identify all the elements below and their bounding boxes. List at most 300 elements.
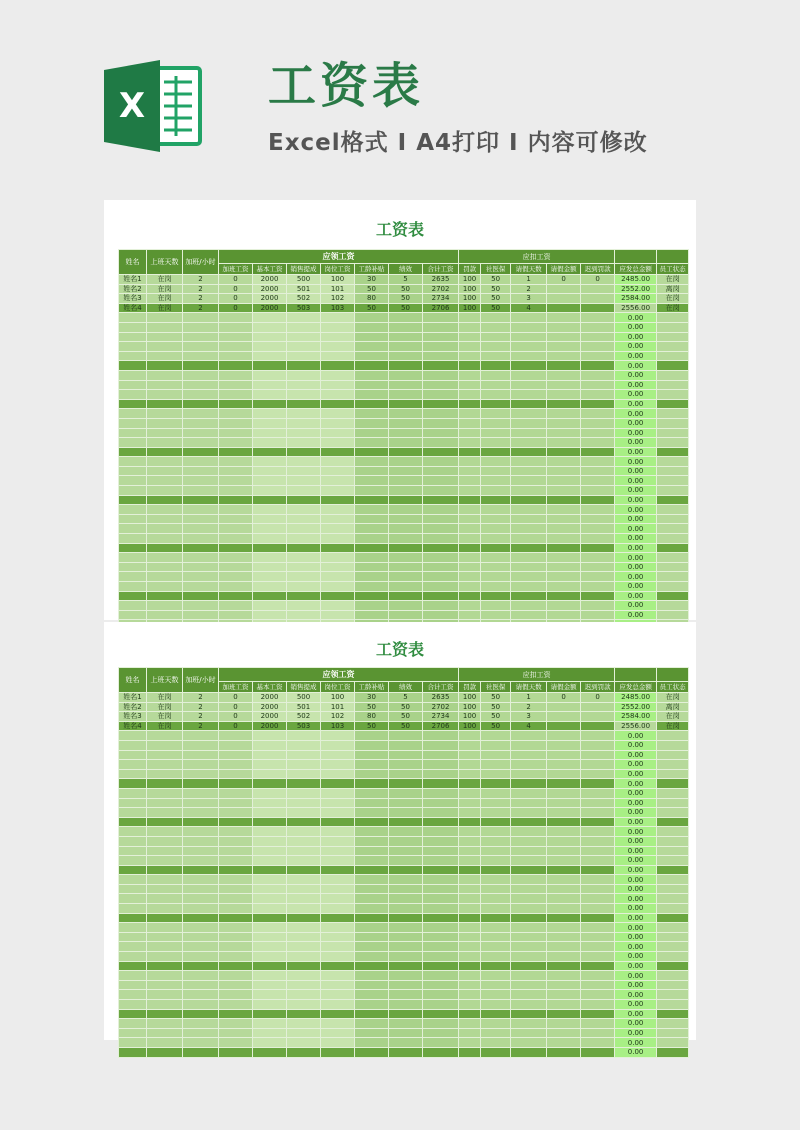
table-cell[interactable] [389,836,423,846]
table-cell[interactable] [321,1028,355,1038]
table-cell[interactable] [389,750,423,760]
table-cell[interactable] [119,313,147,323]
table-cell[interactable] [459,1038,481,1048]
table-cell[interactable] [581,524,615,534]
table-cell[interactable]: 103 [321,303,355,313]
table-cell[interactable]: 2000 [253,721,287,731]
table-cell[interactable] [581,322,615,332]
table-cell[interactable] [547,961,581,971]
table-cell[interactable] [511,788,547,798]
table-cell[interactable] [321,961,355,971]
table-cell[interactable] [423,447,459,457]
table-cell[interactable] [657,846,689,856]
table-cell[interactable] [459,961,481,971]
table-cell[interactable]: 50 [355,721,389,731]
table-cell[interactable] [287,788,321,798]
table-cell[interactable]: 50 [481,303,511,313]
table-cell[interactable] [581,961,615,971]
table-cell[interactable] [459,952,481,962]
table-cell[interactable] [657,798,689,808]
table-cell[interactable] [147,942,183,952]
table-cell[interactable] [253,572,287,582]
table-cell[interactable] [511,476,547,486]
table-cell[interactable] [547,1028,581,1038]
table-cell[interactable]: 在岗 [657,303,689,313]
table-cell[interactable] [423,610,459,620]
table-cell[interactable] [581,932,615,942]
table-cell[interactable] [287,322,321,332]
table-cell[interactable] [183,466,219,476]
total-due-cell[interactable]: 0.00 [615,1009,657,1019]
table-cell[interactable] [147,740,183,750]
table-cell[interactable] [119,466,147,476]
table-cell[interactable] [581,332,615,342]
table-cell[interactable] [389,572,423,582]
table-cell[interactable] [459,760,481,770]
total-due-cell[interactable]: 0.00 [615,447,657,457]
table-cell[interactable] [547,438,581,448]
table-cell[interactable] [287,361,321,371]
table-cell[interactable] [147,884,183,894]
table-cell[interactable] [147,438,183,448]
table-cell[interactable] [511,740,547,750]
table-cell[interactable]: 50 [481,284,511,294]
table-cell[interactable] [147,932,183,942]
table-cell[interactable] [511,370,547,380]
table-cell[interactable] [511,322,547,332]
table-cell[interactable] [119,457,147,467]
table-cell[interactable] [511,428,547,438]
total-due-cell[interactable]: 0.00 [615,923,657,933]
table-cell[interactable] [547,390,581,400]
table-cell[interactable] [481,731,511,741]
table-cell[interactable] [287,894,321,904]
table-cell[interactable] [253,447,287,457]
table-cell[interactable] [481,572,511,582]
table-cell[interactable] [581,505,615,515]
table-cell[interactable]: 0 [219,275,253,285]
table-cell[interactable] [355,769,389,779]
table-cell[interactable] [183,418,219,428]
table-cell[interactable] [321,610,355,620]
total-due-cell[interactable]: 0.00 [615,1000,657,1010]
table-cell[interactable] [183,827,219,837]
total-due-cell[interactable]: 0.00 [615,779,657,789]
table-cell[interactable] [581,913,615,923]
table-cell[interactable] [481,788,511,798]
table-cell[interactable] [287,601,321,611]
table-cell[interactable] [287,980,321,990]
table-cell[interactable] [511,553,547,563]
table-cell[interactable] [481,495,511,505]
table-cell[interactable]: 50 [389,294,423,304]
table-cell[interactable] [481,1047,511,1057]
table-cell[interactable] [423,980,459,990]
table-cell[interactable] [459,553,481,563]
table-cell[interactable]: 在岗 [147,275,183,285]
table-cell[interactable] [219,1000,253,1010]
table-cell[interactable] [355,332,389,342]
table-cell[interactable]: 0 [219,693,253,703]
table-cell[interactable] [183,486,219,496]
table-cell[interactable] [253,428,287,438]
table-cell[interactable] [321,1047,355,1057]
table-cell[interactable] [481,836,511,846]
table-cell[interactable] [253,582,287,592]
table-cell[interactable] [423,904,459,914]
table-cell[interactable] [459,591,481,601]
table-cell[interactable] [119,913,147,923]
table-cell[interactable] [355,942,389,952]
table-cell[interactable] [287,390,321,400]
table-cell[interactable]: 100 [459,712,481,722]
table-cell[interactable] [219,332,253,342]
table-cell[interactable] [321,932,355,942]
table-cell[interactable] [547,884,581,894]
table-cell[interactable] [547,875,581,885]
table-cell[interactable] [119,760,147,770]
table-cell[interactable] [355,1009,389,1019]
table-cell[interactable] [355,313,389,323]
total-due-cell[interactable]: 0.00 [615,846,657,856]
table-cell[interactable] [389,486,423,496]
table-cell[interactable] [581,572,615,582]
table-cell[interactable] [183,1019,219,1029]
table-cell[interactable] [657,952,689,962]
table-cell[interactable] [481,971,511,981]
table-cell[interactable] [219,961,253,971]
table-cell[interactable] [183,904,219,914]
total-due-cell[interactable]: 0.00 [615,495,657,505]
table-cell[interactable] [511,971,547,981]
table-cell[interactable]: 101 [321,284,355,294]
table-cell[interactable] [147,553,183,563]
table-cell[interactable] [511,932,547,942]
table-cell[interactable] [423,572,459,582]
table-cell[interactable] [253,1028,287,1038]
table-cell[interactable] [481,601,511,611]
table-cell[interactable] [511,332,547,342]
table-cell[interactable] [481,904,511,914]
table-cell[interactable] [459,836,481,846]
table-cell[interactable] [119,380,147,390]
table-cell[interactable] [389,495,423,505]
table-cell[interactable] [219,875,253,885]
table-cell[interactable] [581,923,615,933]
table-cell[interactable] [253,913,287,923]
table-cell[interactable] [547,342,581,352]
table-cell[interactable]: 2706 [423,303,459,313]
table-cell[interactable] [355,817,389,827]
table-cell[interactable] [511,582,547,592]
table-cell[interactable] [581,971,615,981]
table-cell[interactable] [287,1047,321,1057]
table-cell[interactable] [511,438,547,448]
table-cell[interactable] [119,1028,147,1038]
table-cell[interactable] [547,351,581,361]
table-cell[interactable] [287,1000,321,1010]
table-cell[interactable] [355,399,389,409]
table-cell[interactable] [119,952,147,962]
table-cell[interactable] [119,884,147,894]
table-cell[interactable] [481,856,511,866]
table-cell[interactable] [219,971,253,981]
table-cell[interactable] [287,505,321,515]
table-cell[interactable] [183,760,219,770]
table-cell[interactable] [119,788,147,798]
table-cell[interactable] [423,466,459,476]
table-cell[interactable] [219,856,253,866]
table-cell[interactable] [119,1009,147,1019]
total-due-cell[interactable]: 0.00 [615,798,657,808]
table-cell[interactable] [355,913,389,923]
table-cell[interactable] [481,418,511,428]
table-cell[interactable] [389,1000,423,1010]
table-cell[interactable] [481,562,511,572]
table-cell[interactable] [389,514,423,524]
table-cell[interactable] [481,1000,511,1010]
table-cell[interactable] [481,932,511,942]
table-cell[interactable] [581,990,615,1000]
table-cell[interactable] [389,980,423,990]
table-cell[interactable] [355,884,389,894]
total-due-cell[interactable]: 2485.00 [615,693,657,703]
table-cell[interactable] [423,884,459,894]
table-cell[interactable] [511,980,547,990]
table-cell[interactable] [511,827,547,837]
table-cell[interactable] [287,817,321,827]
table-cell[interactable] [511,1000,547,1010]
table-cell[interactable] [481,923,511,933]
table-cell[interactable] [183,788,219,798]
table-cell[interactable] [253,865,287,875]
table-cell[interactable] [147,495,183,505]
table-cell[interactable] [183,582,219,592]
table-cell[interactable] [321,846,355,856]
total-due-cell[interactable]: 2556.00 [615,721,657,731]
table-cell[interactable] [219,553,253,563]
table-cell[interactable] [581,817,615,827]
table-cell[interactable] [581,294,615,304]
table-cell[interactable] [355,553,389,563]
table-cell[interactable] [355,342,389,352]
table-cell[interactable]: 501 [287,702,321,712]
table-cell[interactable] [219,731,253,741]
table-cell[interactable] [423,591,459,601]
table-cell[interactable] [253,380,287,390]
total-due-cell[interactable]: 0.00 [615,961,657,971]
table-cell[interactable] [459,601,481,611]
table-cell[interactable] [321,601,355,611]
table-cell[interactable] [355,524,389,534]
table-cell[interactable] [459,543,481,553]
table-cell[interactable] [219,313,253,323]
table-cell[interactable]: 2635 [423,693,459,703]
table-cell[interactable] [183,553,219,563]
total-due-cell[interactable]: 0.00 [615,913,657,923]
table-cell[interactable] [119,904,147,914]
table-cell[interactable] [459,457,481,467]
table-cell[interactable] [547,505,581,515]
table-cell[interactable] [459,808,481,818]
table-cell[interactable] [147,514,183,524]
table-cell[interactable] [147,865,183,875]
table-cell[interactable] [355,798,389,808]
table-cell[interactable]: 100 [459,303,481,313]
table-cell[interactable] [547,409,581,419]
table-cell[interactable] [355,361,389,371]
table-cell[interactable] [657,942,689,952]
table-cell[interactable] [389,351,423,361]
table-cell[interactable] [389,923,423,933]
table-cell[interactable]: 2000 [253,303,287,313]
table-cell[interactable] [253,351,287,361]
table-cell[interactable] [147,486,183,496]
table-cell[interactable] [355,591,389,601]
table-cell[interactable] [511,409,547,419]
table-cell[interactable] [355,390,389,400]
table-cell[interactable] [183,524,219,534]
table-cell[interactable] [459,409,481,419]
table-cell[interactable] [183,750,219,760]
total-due-cell[interactable]: 0.00 [615,990,657,1000]
table-cell[interactable] [219,428,253,438]
table-cell[interactable] [119,543,147,553]
table-cell[interactable] [147,1000,183,1010]
table-cell[interactable] [147,505,183,515]
table-cell[interactable] [581,721,615,731]
table-cell[interactable] [423,798,459,808]
table-cell[interactable] [547,865,581,875]
table-cell[interactable] [119,1019,147,1029]
table-cell[interactable] [287,543,321,553]
total-due-cell[interactable]: 0.00 [615,562,657,572]
table-cell[interactable] [183,380,219,390]
table-cell[interactable] [581,702,615,712]
table-cell[interactable] [389,865,423,875]
table-cell[interactable]: 2 [183,275,219,285]
table-cell[interactable] [423,1047,459,1057]
total-due-cell[interactable]: 0.00 [615,740,657,750]
table-cell[interactable] [287,1038,321,1048]
table-cell[interactable] [481,750,511,760]
table-cell[interactable] [657,409,689,419]
table-cell[interactable] [147,952,183,962]
table-cell[interactable] [119,495,147,505]
table-cell[interactable] [253,399,287,409]
table-cell[interactable] [423,457,459,467]
table-cell[interactable] [423,894,459,904]
table-cell[interactable] [321,798,355,808]
table-cell[interactable] [321,390,355,400]
table-cell[interactable] [459,1009,481,1019]
table-cell[interactable] [423,1009,459,1019]
table-cell[interactable] [287,466,321,476]
table-cell[interactable] [547,740,581,750]
table-cell[interactable] [287,524,321,534]
table-cell[interactable] [389,731,423,741]
table-cell[interactable] [253,750,287,760]
table-cell[interactable] [355,904,389,914]
table-cell[interactable] [321,779,355,789]
table-cell[interactable] [459,932,481,942]
table-cell[interactable] [253,884,287,894]
table-cell[interactable] [547,798,581,808]
table-cell[interactable] [321,913,355,923]
table-cell[interactable] [459,572,481,582]
table-cell[interactable] [547,1019,581,1029]
table-cell[interactable] [459,990,481,1000]
table-cell[interactable] [355,543,389,553]
table-cell[interactable] [511,990,547,1000]
table-cell[interactable]: 姓名1 [119,275,147,285]
table-cell[interactable] [547,913,581,923]
table-cell[interactable] [389,913,423,923]
table-cell[interactable] [219,913,253,923]
table-cell[interactable] [547,721,581,731]
table-cell[interactable] [511,808,547,818]
table-cell[interactable] [389,313,423,323]
table-cell[interactable] [657,342,689,352]
table-cell[interactable] [219,582,253,592]
table-cell[interactable] [253,1019,287,1029]
table-cell[interactable]: 502 [287,294,321,304]
table-cell[interactable] [355,971,389,981]
table-cell[interactable]: 50 [481,721,511,731]
table-cell[interactable] [355,952,389,962]
table-cell[interactable] [511,836,547,846]
table-cell[interactable] [581,779,615,789]
table-cell[interactable] [481,740,511,750]
table-cell[interactable] [481,399,511,409]
table-cell[interactable] [355,894,389,904]
table-cell[interactable] [657,332,689,342]
table-cell[interactable] [219,798,253,808]
table-cell[interactable] [511,952,547,962]
table-cell[interactable] [183,932,219,942]
table-cell[interactable] [459,750,481,760]
table-cell[interactable] [287,342,321,352]
table-cell[interactable] [389,894,423,904]
table-cell[interactable]: 100 [459,275,481,285]
table-cell[interactable] [147,351,183,361]
table-cell[interactable] [287,913,321,923]
table-cell[interactable] [219,399,253,409]
table-cell[interactable] [119,438,147,448]
table-cell[interactable] [423,409,459,419]
table-cell[interactable] [459,370,481,380]
table-cell[interactable] [253,534,287,544]
table-cell[interactable] [287,865,321,875]
table-cell[interactable] [581,447,615,457]
table-cell[interactable] [389,971,423,981]
table-cell[interactable] [219,351,253,361]
table-cell[interactable] [253,457,287,467]
table-cell[interactable] [253,418,287,428]
table-cell[interactable] [147,913,183,923]
table-cell[interactable] [547,808,581,818]
table-cell[interactable] [481,884,511,894]
table-cell[interactable] [459,342,481,352]
table-cell[interactable] [657,591,689,601]
table-cell[interactable] [511,572,547,582]
total-due-cell[interactable]: 0.00 [615,582,657,592]
table-cell[interactable] [481,553,511,563]
total-due-cell[interactable]: 0.00 [615,322,657,332]
table-cell[interactable] [287,884,321,894]
table-cell[interactable] [581,284,615,294]
table-cell[interactable]: 在岗 [147,712,183,722]
